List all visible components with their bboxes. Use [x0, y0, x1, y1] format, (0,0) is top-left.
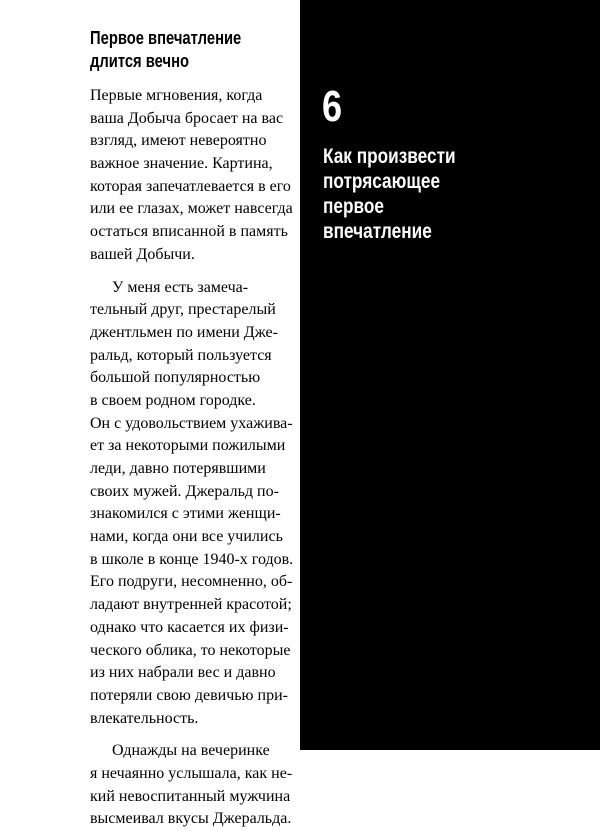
chapter-opener-panel: [300, 0, 600, 750]
chapter-title-line: Как произвести: [323, 145, 456, 168]
text-line: ральд, который пользуется: [90, 346, 272, 364]
section-title-line: Первое впечатление: [90, 28, 242, 48]
chapter-number: 6: [322, 82, 343, 131]
text-line: остаться вписанной в память: [90, 223, 288, 241]
section-title: [90, 27, 270, 72]
text-line: в своем родном городке.: [90, 391, 256, 409]
text-line: однако что касается их физи-: [90, 618, 289, 636]
text-line: своих мужей. Джеральд по-: [90, 482, 279, 500]
text-line: важное значение. Картина,: [90, 155, 273, 173]
text-line: ет за некоторыми пожилыми: [90, 437, 286, 455]
text-line: джентльмен по имени Дже-: [90, 323, 278, 341]
paragraph-gap: [90, 267, 300, 277]
text-line: или ее глазах, может навсегда: [90, 200, 293, 218]
text-line: ческого облика, то некоторые: [90, 641, 291, 659]
text-line: влекательность.: [90, 709, 199, 727]
text-line: знакомился с этими женщи-: [90, 505, 281, 523]
text-line: которая запечатлевается в его: [90, 177, 291, 195]
text-line: тельный друг, престарелый: [90, 301, 276, 319]
text-line: У меня есть замеча-: [112, 278, 249, 296]
chapter-title-line: потрясающее: [323, 170, 441, 193]
text-line: Однажды на вечеринке: [112, 742, 270, 760]
text-line: Первые мгновения, когда: [90, 87, 263, 104]
text-line: взгляд, имеют невероятно: [90, 132, 267, 150]
text-line: ладают внутренней красотой;: [90, 596, 292, 614]
text-line: потеряли свою девичью при-: [90, 686, 288, 704]
chapter-title: [323, 144, 487, 244]
text-line: в школе в конце 1940-х годов.: [90, 550, 294, 568]
text-line: ваша Добыча бросает на вас: [90, 109, 284, 127]
text-line: большой популярностью: [90, 369, 261, 387]
text-line: из них набрали вес и давно: [90, 664, 276, 682]
text-line: кий невоспитанный мужчина: [90, 787, 291, 805]
text-line: Он с удовольствием ухажива-: [90, 414, 293, 432]
text-line: вашей Добычи.: [90, 245, 195, 263]
paragraph-gap: [90, 730, 300, 740]
text-line: нами, когда они все учились: [90, 528, 283, 546]
text-line: Его подруги, несомненно, об-: [90, 573, 293, 591]
section-title-line: длится вечно: [90, 50, 190, 71]
chapter-title-line: первое: [323, 195, 384, 218]
text-line: я нечаянно услышала, как не-: [90, 764, 293, 782]
chapter-title-line: впечатление: [323, 220, 432, 243]
text-line: леди, давно потерявшими: [90, 460, 266, 477]
text-line: высмеивал вкусы Джеральда.: [90, 810, 292, 828]
body-text: [90, 85, 300, 831]
